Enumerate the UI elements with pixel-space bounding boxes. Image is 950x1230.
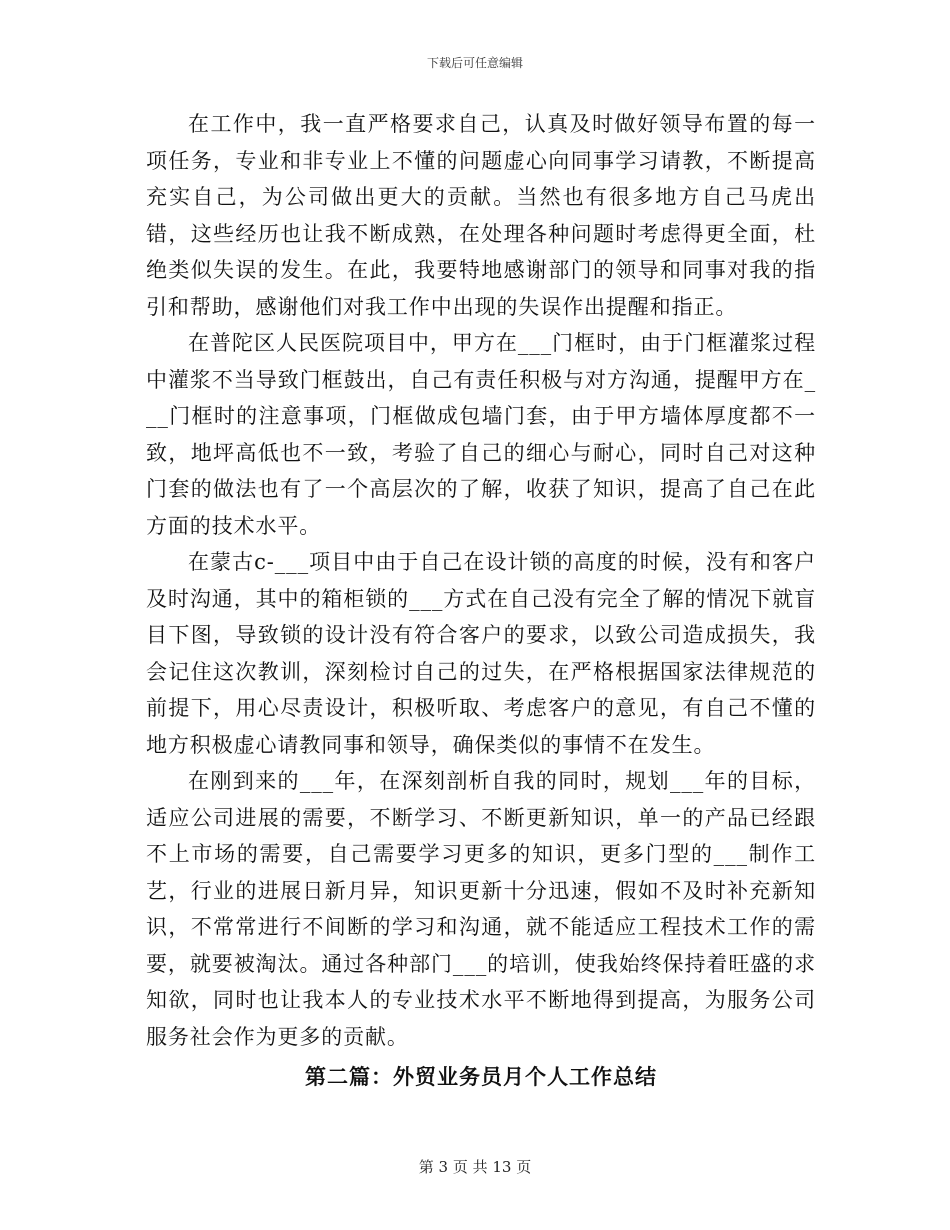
paragraph-hospital-project: 在普陀区人民医院项目中，甲方在___门框时，由于门框灌浆过程中灌浆不当导致门框鼓出，自己有责任积极与对方沟通，提醒甲方在___门框时的注意事项，门框做成包墙门套，由于甲方墙体厚度都不一致，地坪高低也不一致，考验了自己的细心与耐心，同时自己对这种门套的做法也有了一个高层次的了解，收获了知识，提高了自己在此方面的技术水平。 <box>146 331 816 538</box>
page-header: 下载后可任意编辑 <box>426 56 523 70</box>
page-number-footer: 第 3 页 共 13 页 <box>418 1158 532 1176</box>
paragraph-next-year-plan: 在刚到来的___年，在深刻剖析自我的同时，规划___年的目标，适应公司进展的需要，不断学习、不断更新知识，单一的产品已经跟不上市场的需要，自己需要学习更多的知识，更多门型的___制作工艺，行业的进展日新月异，知识更新十分迅速，假如不及时补充新知识，不常常进行不间断的学习和沟通，就不能适应工程技术工作的需要，就要被淘汰。通过各种部门___的培训，使我始终保持着旺盛的求知欲，同时也让我本人的专业技术水平不断地得到提高，为服务公司服务社会作为更多的贡献。 <box>146 769 816 1049</box>
paragraph-work-attitude: 在工作中，我一直严格要求自己，认真及时做好领导布置的每一项任务，专业和非专业上不懂的问题虚心向同事学习请教，不断提高充实自己，为公司做出更大的贡献。当然也有很多地方自己马虎出错，这些经历也让我不断成熟，在处理各种问题时考虑得更全面，杜绝类似失误的发生。在此，我要特地感谢部门的领导和同事对我的指引和帮助，感谢他们对我工作中出现的失误作出提醒和指正。 <box>146 112 816 319</box>
section-heading: 第二篇：外贸业务员月个人工作总结 <box>305 1064 657 1089</box>
paragraph-mongolia-project: 在蒙古c-___项目中由于自己在设计锁的高度的时候，没有和客户及时沟通，其中的箱柜锁的___方式在自己没有完全了解的情况下就盲目下图，导致锁的设计没有符合客户的要求，以致公司造成损失，我会记住这次教训，深刻检讨自己的过失，在严格根据国家法律规范的前提下，用心尽责设计，积极听取、考虑客户的意见，有自己不懂的地方积极虚心请教同事和领导，确保类似的事情不在发生。 <box>146 550 816 757</box>
document-body <box>146 106 816 1095</box>
